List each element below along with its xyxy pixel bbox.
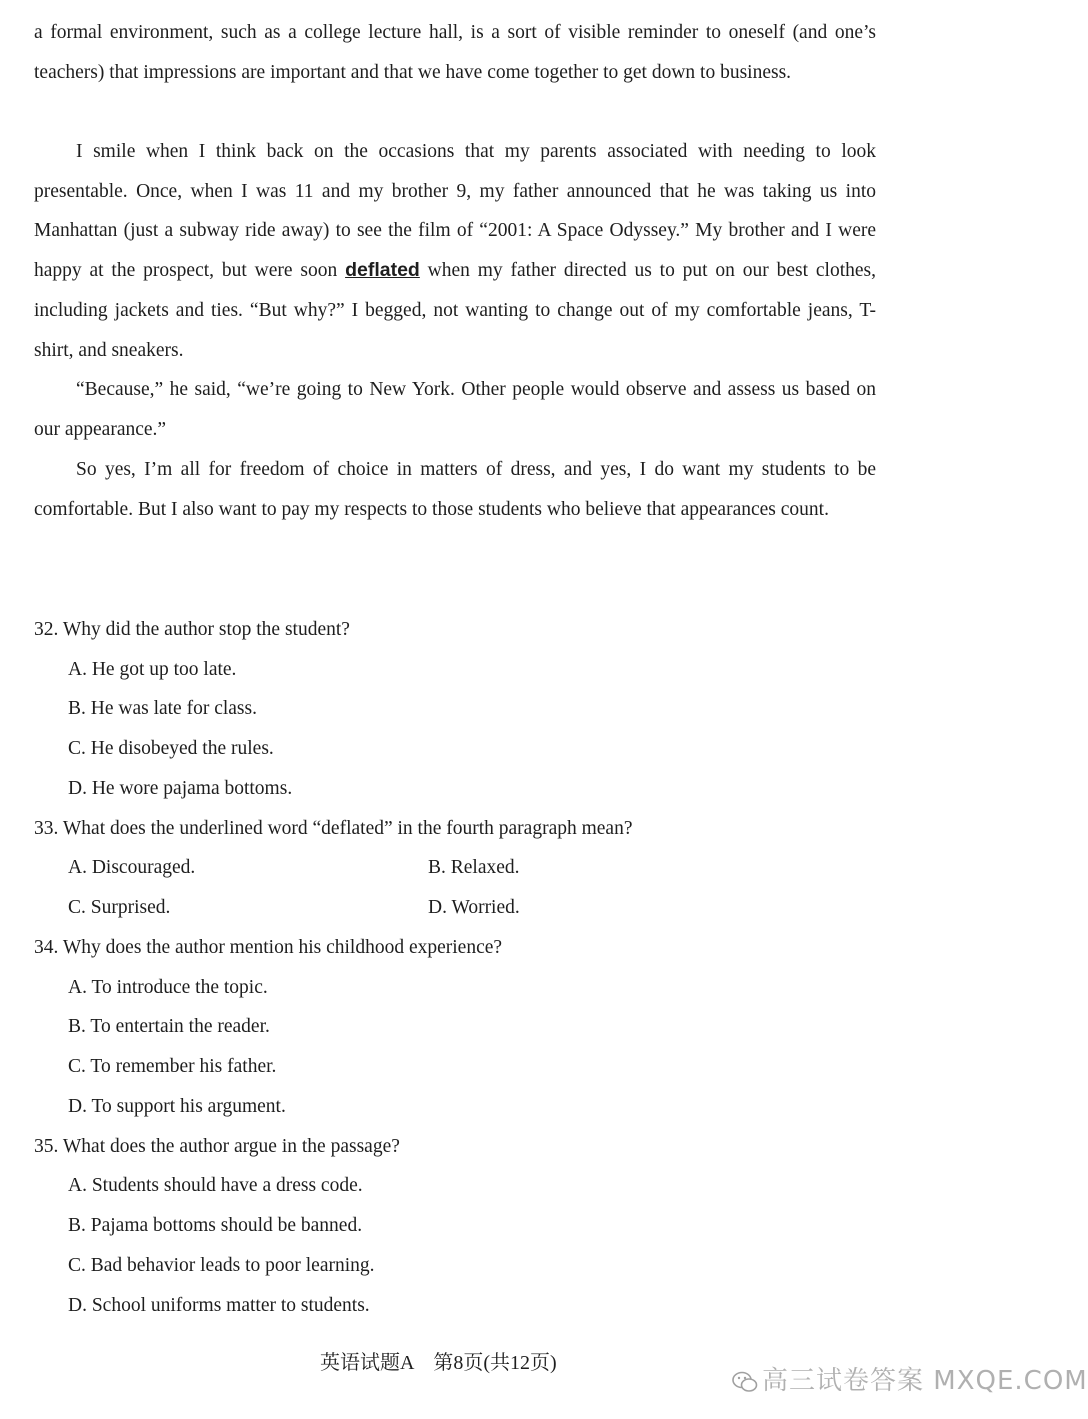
wechat-icon: [732, 1370, 758, 1394]
question-33-option-c: C. Surprised.: [68, 897, 171, 918]
question-35-stem: 35. What does the author argue in the passage?: [34, 1136, 400, 1157]
question-32-stem: 32. Why did the author stop the student?: [34, 619, 350, 640]
question-32-option-c: C. He disobeyed the rules.: [68, 738, 274, 759]
question-35-option-b: B. Pajama bottoms should be banned.: [68, 1215, 363, 1236]
passage-paragraph-2: [34, 132, 876, 370]
passage-paragraph-3: “Because,” he said, “we’re going to New York. Other people would observe and assess us based on our appearance.”: [34, 379, 876, 440]
question-33-stem: 33. What does the underlined word “deflated” in the fourth paragraph mean?: [34, 818, 633, 839]
question-34-option-c: C. To remember his father.: [68, 1056, 277, 1077]
question-32-option-d: D. He wore pajama bottoms.: [68, 778, 293, 799]
question-32-option-b: B. He was late for class.: [68, 698, 257, 719]
page-footer: 英语试题A 第8页(共12页): [320, 1352, 557, 1374]
question-33-option-b: B. Relaxed.: [428, 857, 520, 878]
question-34-option-b: B. To entertain the reader.: [68, 1016, 270, 1037]
underlined-word: deflated: [345, 259, 420, 282]
paragraph-2-text-start: I smile when I think back on the occasions that my parents associated with needing to look presentable. Once, when I was 11 and my brother 9, my father announced that he was taking us into Manhattan (just a subway ride away) to see the film of “2001: A Space Odyssey.” My brother and I were happy at the prospect, but were soon: [34, 141, 876, 282]
watermark: [732, 1330, 1088, 1408]
question-35-option-d: D. School uniforms matter to students.: [68, 1295, 370, 1316]
question-35-option-c: C. Bad behavior leads to poor learning.: [68, 1255, 375, 1276]
watermark-text: 高三试卷答案 MXQE.COM: [762, 1366, 1088, 1396]
question-32-option-a: A. He got up too late.: [68, 659, 237, 680]
passage-paragraph-4: So yes, I’m all for freedom of choice in matters of dress, and yes, I do want my students to be comfortable. But I also want to pay my respects to those students who believe that appearances count.: [34, 459, 876, 520]
question-33-option-a: A. Discouraged.: [68, 857, 196, 878]
question-34-stem: 34. Why does the author mention his childhood experience?: [34, 937, 503, 958]
paragraph-2-text-end: when my father directed us to put on our best clothes, including jackets and ties. “But why?” I begged, not wanting to change out of my comfortable jeans, T-shirt, and sneakers.: [34, 260, 876, 361]
question-34-option-a: A. To introduce the topic.: [68, 977, 268, 998]
question-34-option-d: D. To support his argument.: [68, 1096, 286, 1117]
question-33-option-d: D. Worried.: [428, 897, 520, 918]
passage-paragraph-1: a formal environment, such as a college lecture hall, is a sort of visible reminder to oneself (and one’s teachers) that impressions are important and that we have come together to get down to business.: [34, 22, 876, 83]
question-35-option-a: A. Students should have a dress code.: [68, 1175, 363, 1196]
